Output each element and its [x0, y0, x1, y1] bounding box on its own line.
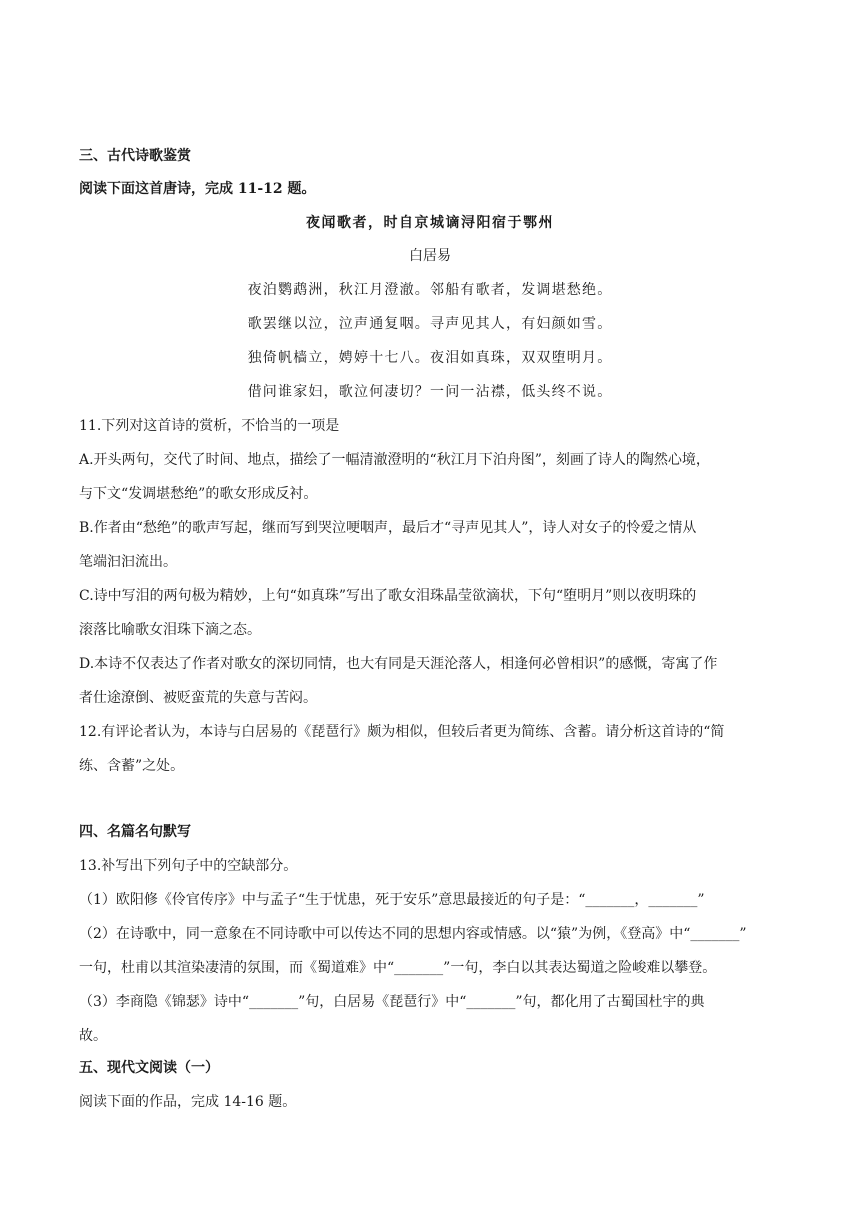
poem-line: 歌罢继以泣，泣声通复咽。寻声见其人，有妇颜如雪。 [247, 316, 613, 332]
poem-line: 独倚帆樯立，娉婷十七八。夜泪如真珠，双双堕明月。 [247, 350, 613, 366]
poem-author: 白居易 [409, 248, 451, 264]
option-d: D.本诗不仅表达了作者对歌女的深切同情，也大有同是天涯沦落人，相逢何必曾相识”的感慨，寄寓了作 [79, 656, 718, 672]
option-b: B.作者由“愁绝”的歌声写起，继而写到哭泣哽咽声，最后才“寻声见其人”，诗人对女子的怜爱之情从 [79, 520, 697, 536]
section-heading-dictation: 四、名篇名句默写 [79, 824, 191, 840]
question-11-stem: 11.下列对这首诗的赏析，不恰当的一项是 [79, 418, 340, 434]
section-heading-modern-reading: 五、现代文阅读（一） [79, 1060, 219, 1076]
poem-line: 借问谁家妇，歌泣何凄切？一问一沾襟，低头终不说。 [247, 384, 613, 400]
section-instruction-poetry: 阅读下面这首唐诗，完成 11-12 题。 [79, 181, 316, 197]
poem-line: 夜泊鹦鹉洲，秋江月澄澈。邻船有歌者，发调堪愁绝。 [247, 282, 613, 298]
section-instruction-modern-reading: 阅读下面的作品，完成 14-16 题。 [79, 1094, 297, 1110]
option-c-cont: 滚落比喻歌女泪珠下滴之态。 [79, 622, 261, 638]
option-b-cont: 笔端汩汩流出。 [79, 554, 177, 570]
question-12-cont: 练、含蓄”之处。 [79, 758, 185, 774]
section-heading-poetry: 三、古代诗歌鉴赏 [79, 148, 191, 164]
question-13-item-3: （3）李商隐《锦瑟》诗中“_______”句，白居易《琵琶行》中“_______”句，都化用了古蜀国杜宇的典 [79, 994, 705, 1010]
question-13-item-2: （2）在诗歌中，同一意象在不同诗歌中可以传达不同的思想内容或情感。以“猿”为例，《登高》中“_______” [79, 926, 747, 942]
question-13-item-1: （1）欧阳修《伶官传序》中与孟子“生于忧患，死于安乐”意思最接近的句子是：“_______，_______” [79, 892, 705, 908]
poem-title: 夜闻歌者，时自京城谪浔阳宿于鄂州 [306, 215, 554, 231]
question-13-item-2-cont: 一句，杜甫以其渲染凄清的氛围，而《蜀道难》中“_______”一句，李白以其表达蜀道之险峻难以攀登。 [79, 960, 717, 976]
option-a-cont: 与下文“发调堪愁绝”的歌女形成反衬。 [79, 486, 318, 502]
option-a: A.开头两句，交代了时间、地点，描绘了一幅清澈澄明的“秋江月下泊舟图”，刻画了诗人的陶然心境， [79, 452, 710, 468]
option-d-cont: 者仕途潦倒、被贬蛮荒的失意与苦闷。 [79, 690, 317, 706]
question-13-stem: 13.补写出下列句子中的空缺部分。 [79, 858, 298, 874]
question-12: 12.有评论者认为，本诗与白居易的《琵琶行》颇为相似，但较后者更为简练、含蓄。请分析这首诗的“简 [79, 724, 725, 740]
question-13-item-3-cont: 故。 [79, 1028, 107, 1044]
option-c: C.诗中写泪的两句极为精妙，上句“如真珠”写出了歌女泪珠晶莹欲滴状，下句“堕明月”则以夜明珠的 [79, 588, 697, 604]
